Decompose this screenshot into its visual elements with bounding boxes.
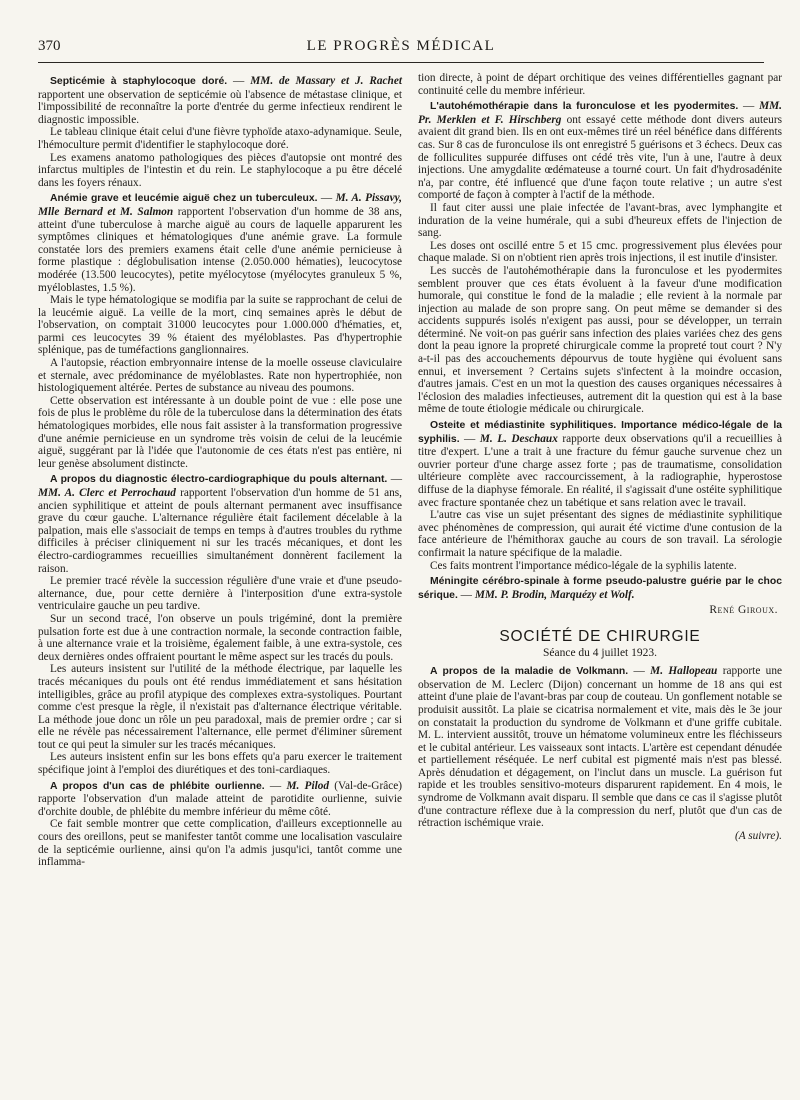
paragraph: Les examens anatomo pathologiques des pièces d'autopsie ont montré des infarctus multiples de l'intestin et du rein. Le staphylocoque a pu être décelé dans les foyers rénaux.	[38, 151, 402, 189]
article-text: rapportent l'observation d'un homme de 38 ans, atteint d'une tuberculose à marche aiguë au cours de laquelle apparurent les symptômes cliniques et hématologiques d'une anémie grave. La formule constatée lors des premiers examens était celle d'une anémie pernicieuse à forme plastique : déglobulisation intense (2.050.000 hématies), leucocytose modérée (13.500 leucocytes), petite myélocytose (myélocytes granuleux 5 %, myéloblastes, 1.5 %).	[38, 205, 402, 294]
article-authors: MM. A. Clerc et Perrochaud	[38, 487, 176, 499]
paragraph: Ces faits montrent l'importance médico-légale de la syphilis latente.	[430, 559, 737, 572]
article-authors: MM. de Massary et J. Rachet	[250, 75, 402, 87]
article-title: Osteite et médiastinite syphilitiques. Importance médico-légale de la syphilis.	[418, 420, 782, 445]
header-rule	[38, 62, 764, 63]
paragraph: A l'autopsie, réaction embryonnaire intense de la moelle osseuse claviculaire et sternale, avec prédominance de myéloblastes. Rate non hypertrophiée, non histologiquement altérée. Pertes de substance au niveau des poumons.	[38, 357, 402, 395]
article-text: ont essayé cette méthode dont divers auteurs avaient dit grand bien. Ils en ont eux-mêmes tiré un réel bénéfice dans différents cas. Sur 8 cas de furonculose ils ont enregistré 5 guérisons et 3 échecs. Deux cas de folliculites suppurée diffuses ont cédé très vite, l'un à une, l'autre à deux injections. Une amygdalite œdémateuse a tourné court. Un fait d'hydrosadénite n'a, par contre, été influencé que d'une façon toute relative ; un autre s'est comporté de façon à compter à l'actif de la méthode.	[418, 113, 782, 202]
right-column	[418, 72, 782, 842]
paragraph: Le tableau clinique était celui d'une fièvre typhoïde ataxo-adynamique. Seule, l'hémoculture permit d'identifier le staphylocoque doré.	[38, 126, 402, 151]
article-authors: MM. P. Brodin, Marquézy et Wolf.	[474, 588, 635, 601]
article-authors: M. Hallopeau	[650, 665, 718, 678]
right-articles	[418, 100, 782, 602]
article-title: Anémie grave et leucémie aiguë chez un tuberculeux.	[50, 193, 318, 205]
paragraph: Les auteurs insistent sur l'utilité de la méthode électrique, par laquelle les tracés mécaniques du pouls ont été rendus immédiatement et sans hésitation intelligibles, grâce au profil atypique des complexes extra-systoliques. Pourtant comme c'est presque la règle, il n'existait pas d'alternance électrique véritable. La méthode joue donc un rôle un peu paradoxal, mais de premier ordre ; car si elle ne révèle pas nécessairement l'alternance, elle permet d'éliminer sûrement tout ce qui peut la simuler sur les tracés mécaniques.	[38, 663, 402, 751]
article-text: rapporte une observation de M. Leclerc (Dijon) concernant un homme de 18 ans qui est atteint d'une plaie de l'avant-bras par coup de couteau. Un gonflement notable se produisit aussitôt. La plaie se cicatrisa normalement et vite, mais dès le 3e jour on constatait la production du syndrome de Volkmann et d'une griffe cubitale. M. L. intervient aussitôt, trouve un hématome volumineux entre les fléchisseurs et le cubital antérieur. Les vaisseaux sont intacts. L'artère est cependant dénudée et partiellement réséquée. Le nerf cubital est pigmenté mais n'est pas blessé. Après dénudation et dégagement, on l'inclut dans un muscle. La guérison fut rapide et les troubles sensitivo-moteurs disparurent rapidement. En 4 mois, le syndrome de Volkmann avait disparu. Il semble que dans ce cas il s'agisse plutôt d'une contracture réflexe due à la compression du nerf, plutôt que d'un cas de rétraction ischémique vraie.	[418, 665, 782, 830]
page-number: 370	[38, 38, 61, 54]
article-title: A propos de la maladie de Volkmann.	[430, 666, 629, 678]
session-date: Séance du 4 juillet 1923.	[542, 646, 658, 659]
paragraph: Cette observation est intéressante à un double point de vue : elle pose une fois de plus le problème du rôle de la tuberculose dans la détermination des états hématologiques morbides, elle nous fait assister à la transformation progressive d'une anémie pernicieuse en un syndrome très voisin de celui de la leucémie aiguë, suggérant par là l'idée que l'autonomie de ces états n'est pas entière, ni leur genèse absolument distincte.	[38, 394, 402, 470]
journal-title: LE PROGRÈS MÉDICAL	[306, 38, 496, 54]
article-authors: M. L. Deschaux	[479, 432, 558, 445]
article: Osteite et médiastinite syphilitiques. Importance médico-légale de la syphilis. — M. L. Deschaux rapporte deux observations qu'il a recueillies à titre d'expert. L'une a trait à une fracture du fémur gauche survenue chez un ouvrier porteur d'une charge assez forte ; pas de traumatisme, consolidation ultérieure complète avec raccourcissement, à la radiographie, hyperostose diffuse de la diaphyse fémorale. En réalité, il s'agissait d'une ostéite syphilitique avec fracture spontanée chez un tabétique et sans relation avec le travail.	[418, 420, 782, 509]
paragraph: Sur un second tracé, l'on observe un pouls trigéminé, dont la première pulsation forte est due à une contraction normale, la seconde contraction faible, à une alternance vraie et la troisième, également faible, à une extra-systole, ces deux dernières ondes offraient pourtant le même aspect sur les tracés du pouls.	[38, 612, 402, 663]
article: A propos du diagnostic électro-cardiographique du pouls alternant. — MM. A. Clerc et Perrochaud rapportent l'observation d'un homme de 51 ans, ancien syphilitique et atteint de pouls alternant permanent avec insuffisance grave du cœur gauche. L'alternance régulière était facilement décelable à la palpation, mais elle s'associait de temps en temps à d'autres troubles du rythme difficiles à préciser cliniquement ni sur les tracés mécaniques, et dont les électro-cardiogrammes recueillies simultanément donnèrent facilement la raison.	[38, 473, 403, 575]
article-title: L'autohémothérapie dans la furonculose et les pyodermites.	[430, 101, 739, 113]
paragraph: Le premier tracé révèle la succession régulière d'une vraie et d'une pseudo-alternance, due, pour cette dernière à l'interposition d'une extra-systole ventriculaire gauche un peu tardive.	[38, 575, 402, 613]
paragraph: Il faut citer aussi une plaie infectée de l'avant-bras, avec lymphangite et induration de la veine humérale, qui a subi d'heureux effets de l'injection de sang.	[418, 201, 782, 240]
paragraph: Les succès de l'autohémothérapie dans la furonculose et les pyodermites semblent prouver que ces états évoluent à la faveur d'une modification humorale, qui constitue le fond de la maladie ; elle revient à la normale par injection au malade de son propre sang. On peut même se demander si des accidents suppurés isolés n'exigent pas aussi, pour se développer, un terrain déterminé. Ne voit-on pas guérir sans infection des plaies variées chez des gens dont la peau ignore la propreté chirurgicale comme la propreté tout court ? N'y a-t-il pas des accouchements dépourvus de toute hygiène qui évoluent sans ennui, et inversement ? Certains sujets s'infectent à la moindre occasion, d'autres jamais. C'est en un mot la question des causes organiques nécessaires à l'éclosion des maladies infectieuses, autrement dit la question qui est à la base même de toute étiologie médicale ou chirurgicale.	[418, 264, 782, 416]
signature: René Giroux.	[709, 604, 778, 617]
article-title: Septicémie à staphylocoque doré.	[50, 76, 228, 87]
article-title: A propos d'un cas de phlébite ourlienne.	[50, 780, 265, 792]
article-text: rapportent une observation de septicémie où l'absence de métastase clinique, et l'impossibilité de reconnaître la porte d'entrée du germe infectieux rendirent le diagnostic impossible.	[38, 88, 402, 126]
article-authors: M. Pilod	[286, 779, 330, 792]
continued-text: tion directe, à point de départ orchitique des veines différentielles gagnant par continuité celle du membre inférieur.	[418, 72, 782, 97]
paragraph: Ce fait semble montrer que cette complication, d'ailleurs exceptionnelle au cours des oreillons, peut se manifester tantôt comme une localisation vasculaire de la septicémie ourlienne, ainsi qu'on l'a admis jusqu'ici, tantôt comme une inflamma-	[38, 818, 402, 869]
left-column	[38, 72, 402, 869]
article-authors: MM. Pr. Merklen et F. Hirschberg	[418, 100, 782, 126]
section-title: SOCIÉTÉ DE CHIRURGIE	[499, 627, 701, 645]
paragraph: Mais le type hématologique se modifia par la suite se rapprochant de celui de la leucémie aiguë. La veille de la mort, cinq semaines après le début de l'observation, on comptait 31000 leucocytes pour 1.000.000 d'hématies, et, parmi ces leucocytes 39 % étaient des myéloblastes. Pas d'hypertrophie splénique, pas de tuméfactions ganglionnaires.	[38, 294, 402, 357]
article-text: rapporte deux observations qu'il a recueillies à titre d'expert. L'une a trait à une fracture du fémur gauche survenue chez un ouvrier porteur d'une charge assez forte ; pas de traumatisme, consolidation ultérieure complète avec raccourcissement, à la radiographie, hyperostose diffuse de la diaphyse fémorale. En réalité, il s'agissait d'une ostéite syphilitique avec fracture spontanée chez un tabétique et sans relation avec le travail.	[418, 432, 782, 509]
article: Anémie grave et leucémie aiguë chez un tuberculeux. — M. A. Pissavy, Mlle Bernard et M. Salmon rapportent l'observation d'un homme de 38 ans, atteint d'une tuberculose à marche aiguë au cours de laquelle apparurent les symptômes cliniques et hématologiques d'une anémie grave. La formule constatée lors des premiers examens était celle d'une anémie pernicieuse à forme plastique : déglobulisation intense (2.050.000 hématies), leucocytose modérée (13.500 leucocytes), petite myélocytose (myélocytes granuleux 5 %, myéloblastes, 1.5 %).	[38, 192, 402, 294]
article: A propos d'un cas de phlébite ourlienne. — M. Pilod (Val-de-Grâce) rapporte l'observation d'un malade atteint de parotidite ourlienne, suivie d'orchite double, de phlébite du membre inférieur du même côté.	[38, 779, 403, 818]
paragraph: Les auteurs insistent enfin sur les bons effets qu'a paru exercer le traitement spécifique joint à l'emploi des diurétiques et des toni-cardiaques.	[38, 751, 402, 777]
article: Méningite cérébro-spinale à forme pseudo-palustre guérie par le choc sérique. — MM. P. Brodin, Marquézy et Wolf.	[418, 576, 782, 601]
page-header	[38, 38, 764, 62]
article-title: A propos du diagnostic électro-cardiographique du pouls alternant.	[50, 474, 388, 486]
article-authors: M. A. Pissavy, Mlle Bernard et M. Salmon	[38, 192, 402, 218]
paragraph: L'autre cas vise un sujet présentant des signes de médiastinite syphilitique avec phénomènes de compression, qui aurait été victime d'une contusion de la face antérieure de l'hémithorax gauche au cours de son travail. La sérologie confirmait la nature spécifique de la maladie.	[418, 509, 782, 559]
to-be-continued: (A suivre).	[734, 829, 782, 842]
article: A propos de la maladie de Volkmann. — M. Hallopeau rapporte une observation de M. Leclerc (Dijon) concernant un homme de 18 ans qui est atteint d'une plaie de l'avant-bras par coup de couteau. Un gonflement notable se produisit aussitôt. La plaie se cicatrisa normalement et vite, mais dès le 3e jour on constatait la production du syndrome de Volkmann et d'une griffe cubitale. M. L. intervient aussitôt, trouve un hématome volumineux entre les fléchisseurs et le cubital antérieur. Les vaisseaux sont intacts. L'artère est cependant dénudée et partiellement réséquée. Le nerf cubital est pigmenté mais n'est pas blessé. Après dénudation et dégagement, on l'inclut dans un muscle. La guérison fut rapide et les troubles sensitivo-moteurs disparurent rapidement. En 4 mois, le syndrome de Volkmann avait disparu. Il semble que dans ce cas il s'agisse plutôt d'une contracture réflexe due à la compression du nerf, plutôt que d'un cas de rétraction ischémique vraie.	[418, 665, 782, 830]
article-title: Méningite cérébro-spinale à forme pseudo-palustre guérie par le choc sérique.	[418, 576, 782, 601]
article-text: (Val-de-Grâce) rapporte l'observation d'un malade atteint de parotidite ourlienne, suivie d'orchite double, de phlébite du membre inférieur du même côté.	[38, 779, 403, 818]
article-text: rapportent l'observation d'un homme de 51 ans, ancien syphilitique et atteint de pouls alternant permanent avec insuffisance grave du cœur gauche. L'alternance régulière était facilement décelable à la palpation, mais elle s'associait de temps en temps à d'autres troubles du rythme difficiles à préciser cliniquement ni sur les tracés mécaniques, et dont les électro-cardiogrammes recueillies simultanément donnèrent facilement la raison.	[38, 487, 402, 575]
paragraph: Les doses ont oscillé entre 5 et 15 cmc. progressivement plus élevées pour chaque malade. Si on n'obtient rien après trois injections, il est inutile d'insister.	[418, 239, 782, 265]
article: L'autohémothérapie dans la furonculose et les pyodermites. — MM. Pr. Merklen et F. Hirschberg ont essayé cette méthode dont divers auteurs avaient dit grand bien. Ils en ont eux-mêmes tiré un réel bénéfice dans différents cas. Sur 8 cas de furonculose ils ont enregistré 5 guérisons et 3 échecs. Deux cas de folliculites suppurée diffuses ont cédé très vite, l'un à une, l'autre à deux injections. Une amygdalite œdémateuse a tourné court. Un fait d'hydrosadénite n'a, par contre, été influencé que d'une façon toute relative ; un autre s'est comporté de façon à compter à l'actif de la méthode.	[418, 100, 782, 202]
article: Septicémie à staphylocoque doré. — MM. de Massary et J. Rachet rapportent une observation de septicémie où l'absence de métastase clinique, et l'impossibilité de reconnaître la porte d'entrée du germe infectieux rendirent le diagnostic impossible.	[38, 75, 402, 126]
